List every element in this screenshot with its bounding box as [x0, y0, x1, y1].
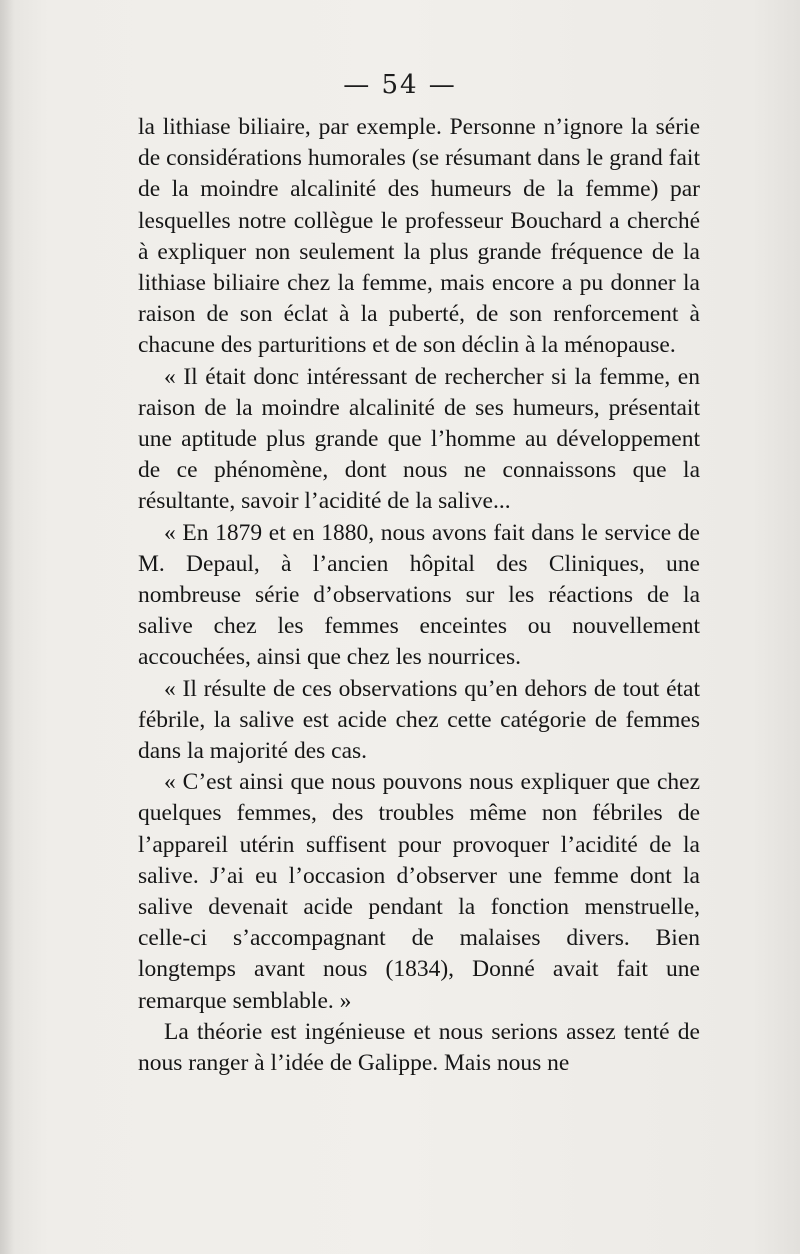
paragraph-quote-2: « En 1879 et en 1880, nous avons fait dans le service de M. Depaul, à l’ancien hôpital des Cliniques, une nombreuse série d’observations sur les réactions de la salive chez les femmes enceintes ou nouvellement accouchées, ainsi que chez les nourrices. — [138, 519, 700, 671]
page-gutter-shadow — [0, 0, 14, 1254]
page-number: — 54 — — [343, 70, 457, 100]
paragraph-quote-4: « C’est ainsi que nous pouvons nous expliquer que chez quelques femmes, des troubles même non fébriles de l’appareil utérin suffisent pour provoquer l’acidité de la salive. J’ai eu l’occasion d’observer une femme dont la salive devenait acide pendant la fonction menstruelle, celle-ci s’accompagnant de malaises divers. Bien longtemps avant nous (1834), Donné avait fait une remarque semblable. » — [138, 769, 700, 1014]
paragraph-conclusion: La théorie est ingénieuse et nous serions assez tenté de nous ranger à l’idée de Galippe. Mais nous ne — [138, 1018, 700, 1077]
paragraph-continuation: la lithiase biliaire, par exemple. Personne n’ignore la série de considérations humorales (se résumant dans le grand fait de la moindre alcalinité des humeurs de la femme) par lesquelles notre collègue le professeur Bouchard a cherché à expliquer non seulement la plus grande fréquence de la lithiase biliaire chez la femme, mais encore a pu donner la raison de son éclat à la puberté, de son renforcement à chacune des parturitions et de son déclin à la ménopause. — [138, 114, 700, 359]
paragraph-quote-1: « Il était donc intéressant de rechercher si la femme, en raison de la moindre alcalinité de ses humeurs, présentait une aptitude plus grande que l’homme au développement de ce phénomène, dont nous ne connaissons que la résultante, savoir l’acidité de la salive... — [138, 363, 700, 515]
body-text — [138, 112, 700, 1079]
paragraph-quote-3: « Il résulte de ces observations qu’en dehors de tout état fébrile, la salive est acide chez cette catégorie de femmes dans la majorité des cas. — [138, 675, 700, 765]
